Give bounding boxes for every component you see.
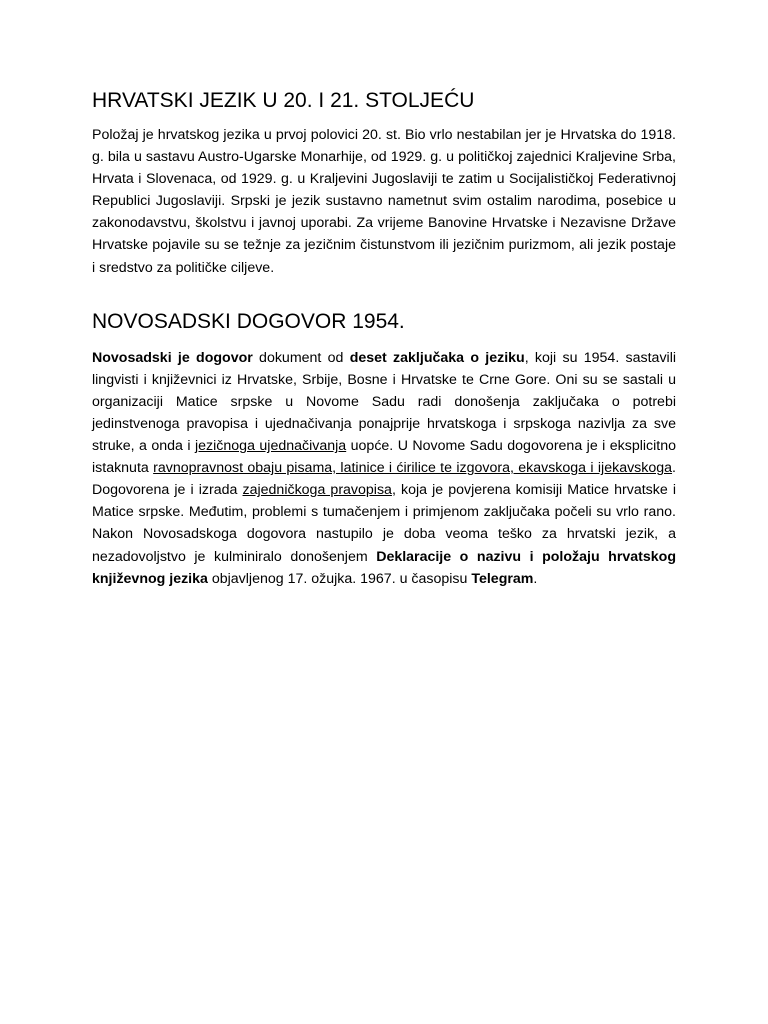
bold-term: deset zaključaka o jeziku: [349, 349, 525, 366]
text-run: , koji su 1954. sastavili lingvisti i književnici iz Hrvatske, Srbije, Bosne i Hrvatske te Crne Gore. Oni su se sastali u organizaciji Matice srpske u Novome Sadu radi donošenja zaključaka o potrebi jedinstvenoga pravopisa i ujednačivanja ponajprije hrvatskoga i srpskoga nazivlja za sve struke, a onda i: [92, 349, 676, 455]
section-heading: NOVOSADSKI DOGOVOR 1954.: [92, 309, 405, 333]
section-novi-sad-agreement: [92, 307, 676, 590]
text-run: dokument od: [252, 349, 350, 366]
bold-term: Telegram: [471, 570, 534, 587]
bold-term: Novosadski je dogovor: [92, 349, 253, 366]
text-run: .: [533, 570, 538, 587]
text-run: objavljenog 17. ožujka. 1967. u časopisu: [207, 570, 472, 587]
text-run: uopće. U Novome Sadu dogovorena je i eksplicitno istaknuta: [92, 438, 677, 477]
underlined-term: ravnopravnost obaju pisama, latinice i ćirilice te izgovora, ekavskoga i ijekavskoga: [153, 460, 673, 477]
section-croatian-language-20-21-century: [92, 86, 676, 279]
underlined-term: zajedničkoga pravopisa: [242, 482, 392, 499]
section-paragraph: Položaj je hrvatskog jezika u prvoj polovici 20. st. Bio vrlo nestabilan jer je Hrvatska do 1918. g. bila u sastavu Austro-Ugarske Monarhije, od 1929. g. u političkoj zajednici Kraljevine Srba, Hrvata i Slovenaca, od 1929. g. u Kraljevini Jugoslaviji te zatim u Socijalističkoj Federativnoj Republici Jugoslaviji. Srpski je jezik sustavno nametnut svim ostalim narodima, posebice u zakonodavstvu, školstvu i javnoj uporabi. Za vrijeme Banovine Hrvatske i Nezavisne Države Hrvatske pojavile su se težnje za jezičnim čistunstvom ili jezičnim purizmom, ali jezik postaje i sredstvo za političke ciljeve.: [92, 127, 676, 276]
section-paragraph: [92, 347, 676, 590]
text-run: , koja je povjerena komisiji Matice hrvatske i Matice srpske. Međutim, problemi s tumačenjem i primjenom zaključaka počeli su vrlo rano. Nakon Novosadskoga dogovora nastupilo je doba veoma teško za hrvatski jezik, a nezadovoljstvo je kulminiralo donošenjem: [92, 482, 676, 565]
bold-term: Deklaracije o nazivu i položaju hrvatskog književnog jezika: [92, 548, 676, 587]
text-run: . Dogovorena je i izrada: [92, 460, 676, 499]
section-heading: HRVATSKI JEZIK U 20. I 21. STOLJEĆU: [92, 89, 475, 112]
underlined-term: jezičnoga ujednačivanja: [195, 438, 347, 455]
